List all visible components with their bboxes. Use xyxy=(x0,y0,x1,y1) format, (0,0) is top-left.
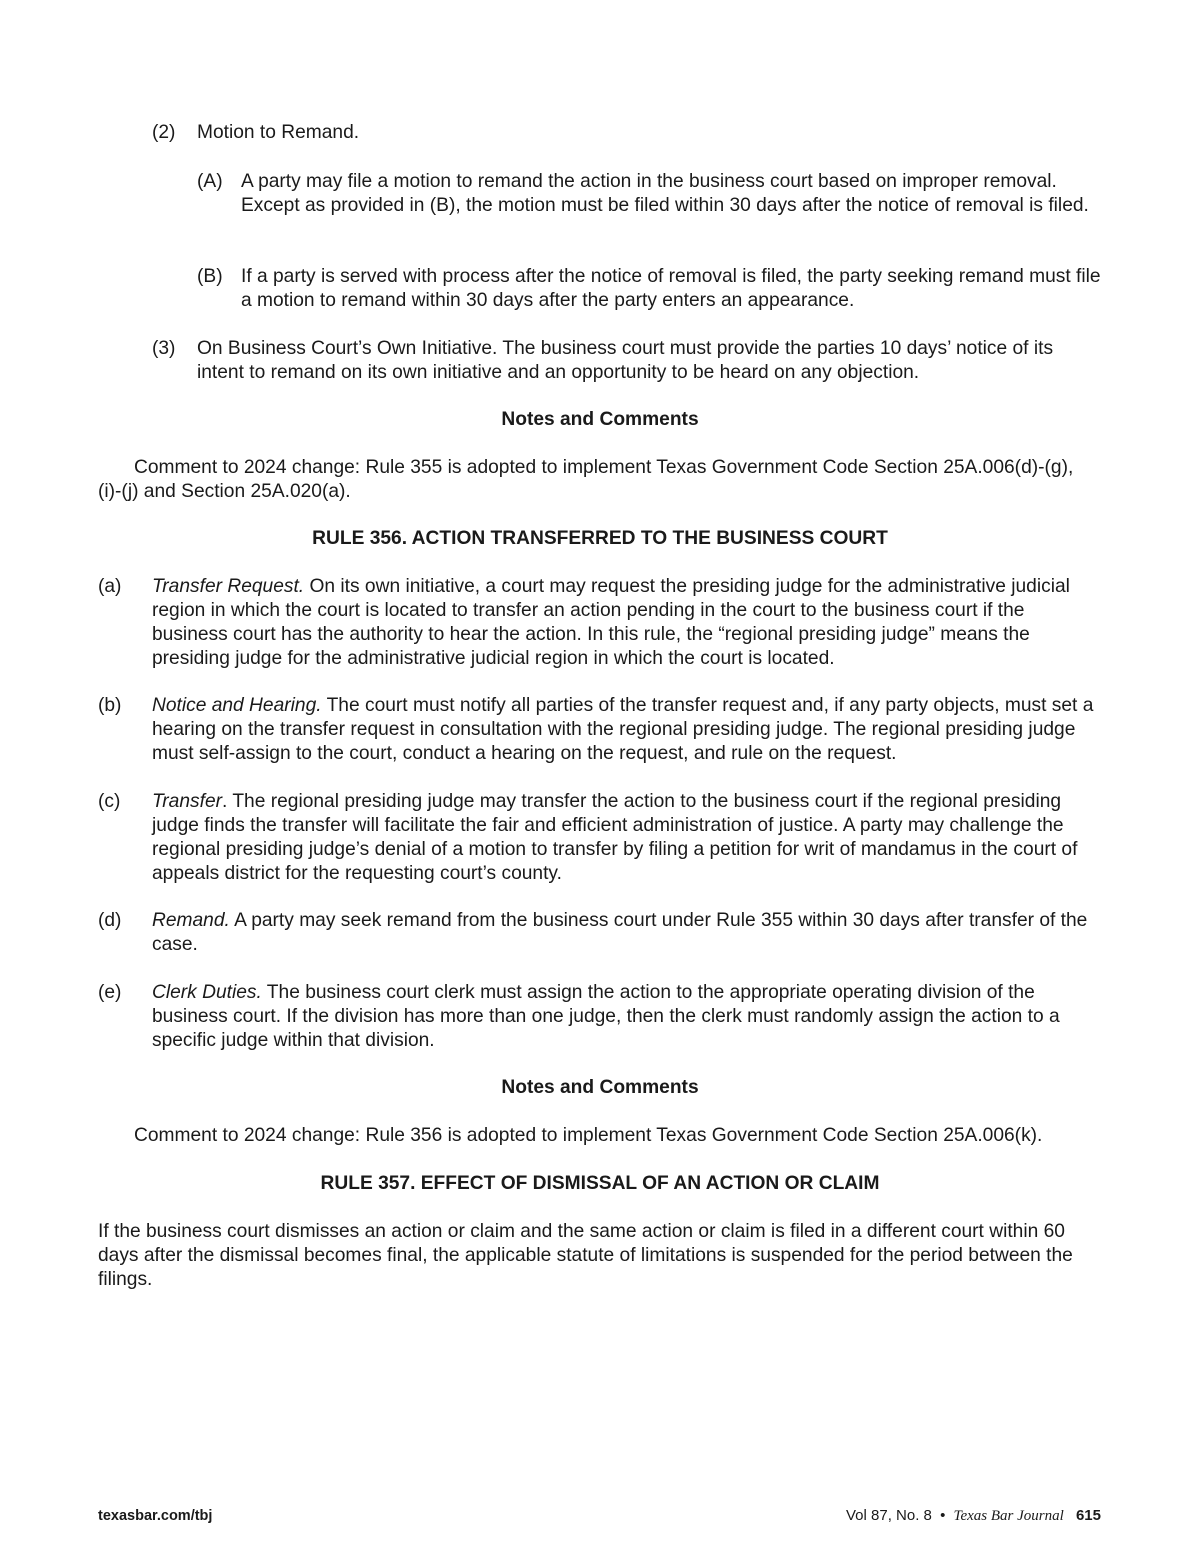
notes-heading-355: Notes and Comments xyxy=(501,409,699,430)
rule-357-heading: RULE 357. EFFECT OF DISMISSAL OF AN ACTION OR CLAIM xyxy=(320,1173,880,1194)
footer-journal-title: Texas Bar Journal xyxy=(953,1508,1064,1524)
rule-357-text: If the business court dismisses an action or claim and the same action or claim is filed in a different court within 60 days after the dismissal becomes final, the applicable statute of limitations is suspended for the period between the filings. xyxy=(98,1221,1073,1290)
rule-356-item-c-body: . The regional presiding judge may transfer the action to the business court if the regional presiding judge finds the transfer will facilitate the fair and efficient administration of justice. A party may challenge the regional presiding judge’s denial of a motion to transfer by filing a petition for writ of mandamus in the court of appeals district for the requesting court’s county. xyxy=(152,791,1078,884)
subsection-3 xyxy=(152,337,1102,385)
rule-356-item-a-title: Transfer Request. xyxy=(152,576,305,597)
rule-356-heading: RULE 356. ACTION TRANSFERRED TO THE BUSINESS COURT xyxy=(312,528,888,549)
footer-volume: Vol 87, No. 8 xyxy=(846,1507,932,1524)
footer-bullet: • xyxy=(940,1507,946,1524)
subsection-2-label: (2) xyxy=(152,122,176,143)
rule-356-item-d-body: A party may seek remand from the business court under Rule 355 within 30 days after transfer of the case. xyxy=(152,910,1088,955)
subsection-2-A xyxy=(197,170,1102,218)
subsection-2 xyxy=(152,121,1102,145)
rule-356-item-c-label: (c) xyxy=(98,791,121,812)
rule-356-item-d xyxy=(98,909,1104,957)
comment-356: Comment to 2024 change: Rule 356 is adopted to implement Texas Government Code Section 25A.006(k). xyxy=(134,1125,1043,1146)
rule-356-item-d-title: Remand. xyxy=(152,910,230,931)
subsection-2-text: Motion to Remand. xyxy=(197,122,360,143)
rule-356-item-b-title: Notice and Hearing. xyxy=(152,695,322,716)
rule-356-item-d-label: (d) xyxy=(98,910,122,931)
footer-website: texasbar.com/tbj xyxy=(98,1508,213,1524)
rule-356-item-b xyxy=(98,694,1104,766)
subsection-2-A-label: (A) xyxy=(197,171,223,192)
rule-356-item-c-text xyxy=(152,790,1104,886)
rule-356-item-e-label: (e) xyxy=(98,982,122,1003)
rule-356-item-a xyxy=(98,575,1104,671)
notes-heading-356: Notes and Comments xyxy=(501,1077,699,1098)
rule-356-item-b-text xyxy=(152,694,1104,766)
subsection-2-B-label: (B) xyxy=(197,266,223,287)
rule-356-item-b-body: The court must notify all parties of the transfer request and, if any party objects, must set a hearing on the transfer request in consultation with the regional presiding judge. The regional presiding judge must self-assign to the court, conduct a hearing on the request, and rule on the request. xyxy=(152,695,1094,764)
rule-356-item-c-title: Transfer xyxy=(152,791,223,812)
subsection-3-label: (3) xyxy=(152,338,176,359)
subsection-2-B xyxy=(197,265,1102,313)
subsection-2-A-text: A party may file a motion to remand the action in the business court based on improper removal. Except as provided in (B), the motion must be filed within 30 days after the notice of removal is filed. xyxy=(241,171,1089,216)
rule-356-item-b-label: (b) xyxy=(98,695,122,716)
comment-355: Comment to 2024 change: Rule 355 is adopted to implement Texas Government Code Section 25A.006(d)-(g), (i)-(j) and Section 25A.020(a). xyxy=(98,457,1074,502)
rule-356-item-a-label: (a) xyxy=(98,576,122,597)
rule-356-item-e xyxy=(98,981,1104,1053)
footer-page-number: 615 xyxy=(1075,1507,1101,1524)
subsection-3-text: On Business Court’s Own Initiative. The business court must provide the parties 10 days’ notice of its intent to remand on its own initiative and an opportunity to be heard on any objection. xyxy=(197,338,1054,383)
rule-356-item-a-body: On its own initiative, a court may request the presiding judge for the administrative judicial region in which the court is located to transfer an action pending in the court to the business court if the business court has the authority to hear the action. In this rule, the “regional presiding judge” means the presiding judge for the administrative judicial region in which the court is located. xyxy=(152,576,1070,669)
rule-356-item-a-text xyxy=(152,575,1104,671)
rule-356-item-e-title: Clerk Duties. xyxy=(152,982,262,1003)
footer-publication xyxy=(846,1504,1101,1528)
rule-356-item-e-text xyxy=(152,981,1104,1053)
rule-356-item-c xyxy=(98,790,1104,886)
subsection-2-B-text: If a party is served with process after the notice of removal is filed, the party seeking remand must file a motion to remand within 30 days after the party enters an appearance. xyxy=(241,266,1101,311)
rule-356-item-e-body: The business court clerk must assign the action to the appropriate operating division of the business court. If the division has more than one judge, then the clerk must randomly assign the action to a specific judge within that division. xyxy=(152,982,1060,1051)
rule-356-item-d-text xyxy=(152,909,1104,957)
